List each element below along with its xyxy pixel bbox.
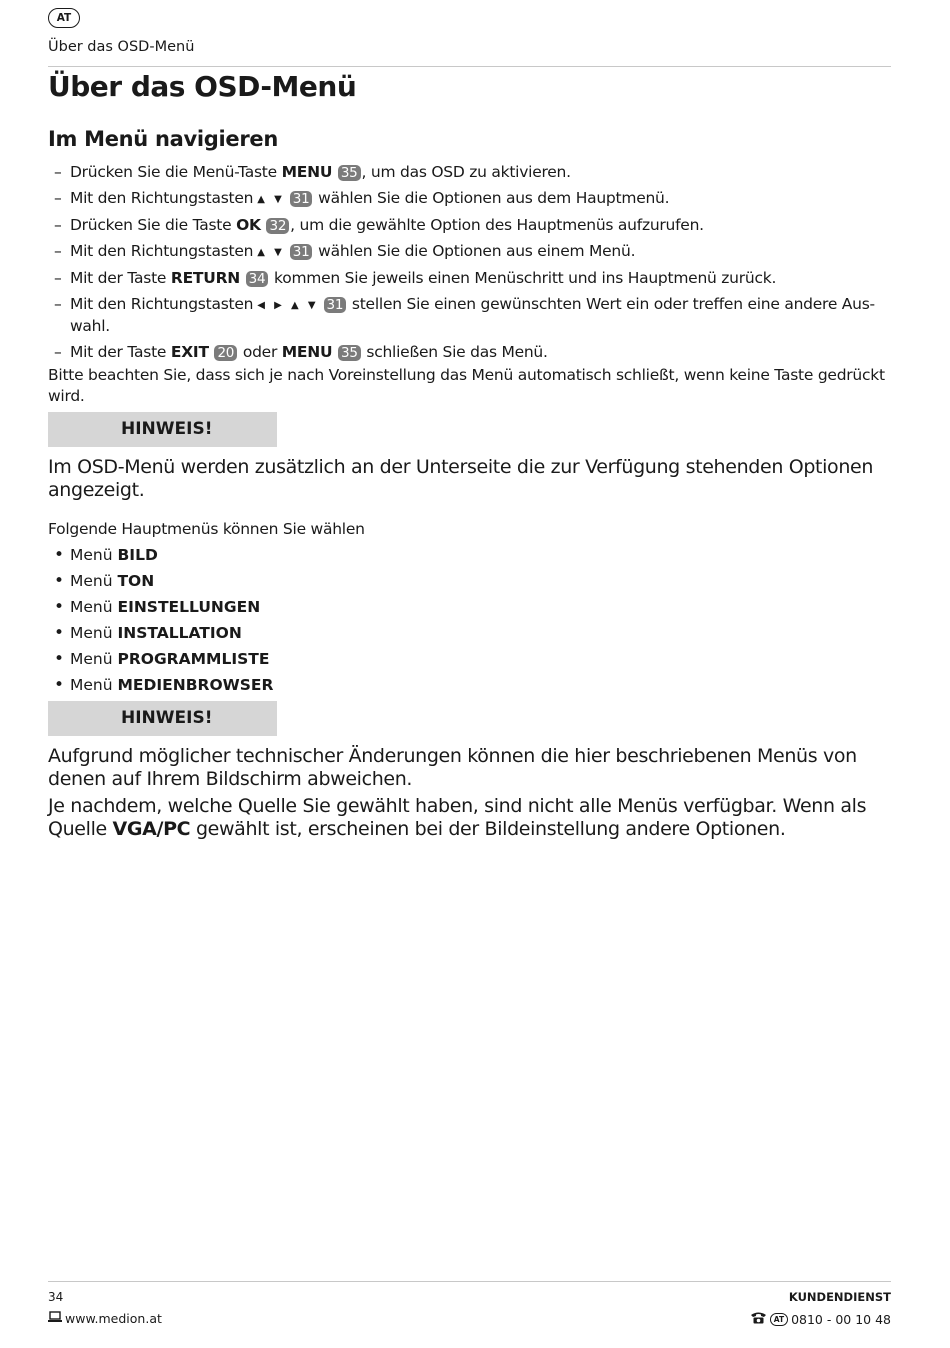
key-name: OK <box>236 216 261 234</box>
list-item: • Menü TON <box>48 571 273 592</box>
running-header: Über das OSD-Menü <box>48 39 195 55</box>
country-badge: AT <box>48 8 80 28</box>
menus-intro: Folgende Hauptmenüs können Sie wählen <box>48 520 365 538</box>
list-item: • Menü MEDIENBROWSER <box>48 675 273 696</box>
arrow-keys-icon: ▲ ▼ <box>257 194 285 205</box>
section-title: Im Menü navigieren <box>48 127 278 151</box>
list-item: • Menü BILD <box>48 545 273 566</box>
key-number: 31 <box>290 191 313 207</box>
key-number: 35 <box>338 165 361 181</box>
laptop-icon <box>48 1311 62 1326</box>
navigation-steps <box>48 162 891 368</box>
key-number: 20 <box>214 345 237 361</box>
key-number: 32 <box>266 218 289 234</box>
step-item: – Mit den Richtungstasten ◀ ▶ ▲ ▼ 31 stellen Sie einen gewünschten Wert ein oder treffen eine andere Aus-wahl. <box>48 294 891 337</box>
page-title: Über das OSD-Menü <box>48 70 357 103</box>
list-item: • Menü PROGRAMMLISTE <box>48 649 273 670</box>
key-name: MENU <box>281 343 333 361</box>
list-item: • Menü INSTALLATION <box>48 623 273 644</box>
arrow-keys-icon: ▲ ▼ <box>257 247 285 258</box>
key-name: EXIT <box>170 343 209 361</box>
key-name: MENU <box>281 163 333 181</box>
telephone-icon <box>750 1311 767 1327</box>
step-item: – Mit der Taste EXIT 20 oder MENU 35 schließen Sie das Menü. <box>48 342 891 363</box>
hinweis-text: Aufgrund möglicher technischer Änderungen können die hier beschriebenen Menüs von denen auf Ihrem Bildschirm abweichen. <box>48 745 857 790</box>
step-item: – Mit der Taste RETURN 34 kommen Sie jeweils einen Menüschritt und ins Hauptmenü zurück. <box>48 268 891 289</box>
hinweis-text: Im OSD-Menü werden zusätzlich an der Unterseite die zur Verfügung stehenden Optionen angezeigt. <box>48 456 874 501</box>
footer-phone: AT 0810 - 00 10 48 <box>750 1311 891 1327</box>
key-number: 34 <box>246 271 269 287</box>
key-name: RETURN <box>170 269 240 287</box>
auto-close-note: Bitte beachten Sie, dass sich je nach Voreinstellung das Menü automatisch schließt, wenn keine Taste gedrückt wird. <box>48 366 885 405</box>
document-page <box>48 0 891 1348</box>
key-number: 35 <box>338 345 361 361</box>
country-badge: AT <box>770 1313 788 1326</box>
step-item: – Drücken Sie die Menü-Taste MENU 35 , um das OSD zu aktivieren. <box>48 162 891 183</box>
step-item: – Mit den Richtungstasten ▲ ▼ 31 wählen Sie die Optionen aus einem Menü. <box>48 241 891 263</box>
main-menu-list <box>48 545 273 701</box>
hinweis-box: HINWEIS! <box>48 412 277 447</box>
step-item: – Mit den Richtungstasten ▲ ▼ 31 wählen Sie die Optionen aus dem Hauptmenü. <box>48 188 891 210</box>
hinweis-text: Je nachdem, welche Quelle Sie gewählt haben, sind nicht alle Menüs verfügbar. Wenn als Quelle VGA/PC gewählt ist, erscheinen bei der Bildeinstellung andere Optionen. <box>48 795 867 840</box>
hinweis-box: HINWEIS! <box>48 701 277 736</box>
key-number: 31 <box>324 297 347 313</box>
key-number: 31 <box>290 244 313 260</box>
footer-divider <box>48 1281 891 1282</box>
arrow-keys-icon: ◀ ▶ ▲ ▼ <box>257 300 319 311</box>
page-number: 34 <box>48 1290 64 1304</box>
header-divider <box>48 66 891 67</box>
step-item: – Drücken Sie die Taste OK 32 , um die gewählte Option des Hauptmenüs aufzurufen. <box>48 215 891 236</box>
list-item: • Menü EINSTELLUNGEN <box>48 597 273 618</box>
footer-label: KUNDENDIENST <box>788 1290 891 1304</box>
footer-website: www.medion.at <box>48 1311 162 1326</box>
